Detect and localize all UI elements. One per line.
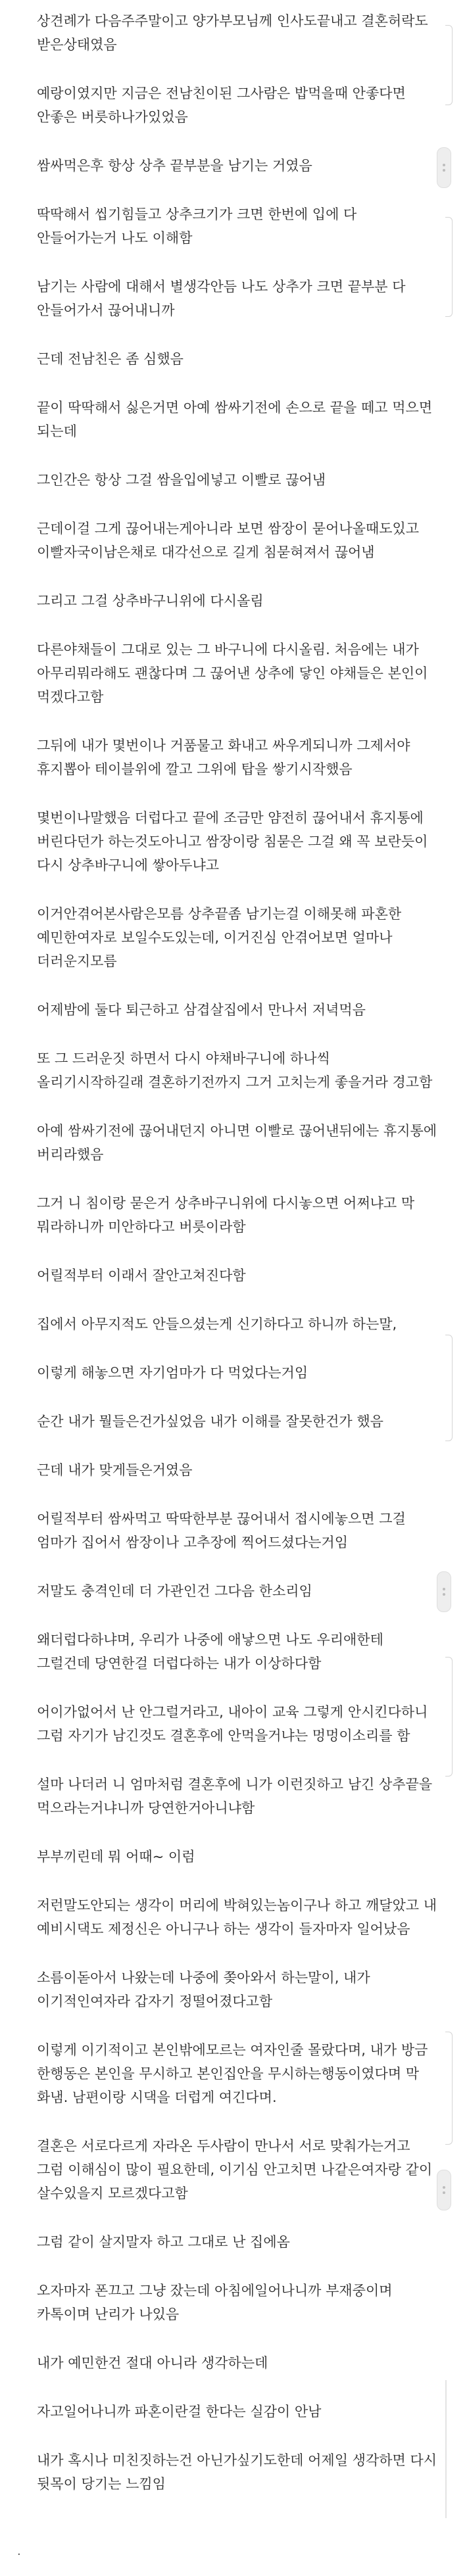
post-paragraph: 이렇게 이기적이고 본인밖에모르는 여자인줄 몰랐다며, 내가 방금 한행동은 본인을 무시하고 본인집안을 무시하는행동이였다며 막 화냄. 남편이랑 시댁을 더럽게 여긴다며. — [37, 2042, 433, 2105]
post-paragraph: 이거안겪어본사람은모름 상추끝좀 남기는걸 이해못해 파혼한 예민한여자로 보일수도있는데, 이거진심 안겪어보면 얼마나 더러운지모름 — [37, 906, 406, 969]
scroll-bracket — [445, 1657, 453, 1777]
post-paragraph: 근데 내가 맞게들은거였음 — [37, 1462, 193, 1478]
post-paragraph: 오자마자 폰끄고 그냥 잤는데 아침에일어나니까 부재중이며 카톡이며 난리가 나있음 — [37, 2283, 397, 2322]
post-paragraph: 집에서 아무지적도 안들으셨는게 신기하다고 하니까 하는말, — [37, 1316, 397, 1332]
post-paragraph: 내가 예민한건 절대 아니라 생각하는데 — [37, 2355, 268, 2371]
scroll-bracket — [445, 1335, 453, 1441]
post-body — [37, 9, 441, 2521]
post-paragraph: 예랑이였지만 지금은 전남친이된 그사람은 밥먹을때 안좋다면 안좋은 버릇하나가있었음 — [37, 85, 410, 125]
post-paragraph: 이렇게 해놓으면 자기엄마가 다 먹었다는거임 — [37, 1365, 308, 1381]
post-paragraph: 그뒤에 내가 몇번이나 거품물고 화내고 싸우게되니까 그제서야 휴지뽑아 테이블위에 깔고 그위에 탑을 쌓기시작했음 — [37, 738, 415, 777]
scroll-bracket — [445, 217, 453, 317]
footer-dot: . — [17, 2544, 21, 2558]
post-paragraph: 어이가없어서 난 안그럴거라고, 내아이 교육 그렇게 안시킨다하니 그럼 자기가 남긴것도 결혼후에 안먹을거냐는 멍멍이소리를 함 — [37, 1704, 433, 1744]
post-paragraph: 왜더럽다하냐며, 우리가 나중에 애낳으면 나도 우리애한테 그럴건데 당연한걸 더럽다하는 내가 이상하다함 — [37, 1632, 388, 1671]
post-paragraph: 어릴적부터 쌈싸먹고 딱딱한부분 끊어내서 접시에놓으면 그걸 엄마가 집어서 쌈장이나 고추장에 찍어드셨다는거임 — [37, 1511, 410, 1550]
post-paragraph: 자고일어나니까 파혼이란걸 한다는 실감이 안남 — [37, 2404, 322, 2420]
post-paragraph: 결혼은 서로다르게 자라온 두사람이 만나서 서로 맞춰가는거고 그럼 이해심이 많이 필요한데, 이기심 안고치면 나같은여자랑 같이 살수있을지 모르겠다고함 — [37, 2138, 437, 2201]
post-paragraph: 끝이 딱딱해서 싫은거면 아예 쌈싸기전에 손으로 끝을 떼고 먹으면 되는데 — [37, 400, 437, 439]
post-paragraph: 다른야채들이 그대로 있는 그 바구니에 다시올림. 처음에는 내가 아무리뭐라해도 괜찮다며 그 끊어낸 상추에 닿인 야채들은 본인이 먹겠다고함 — [37, 642, 433, 705]
post-paragraph: 근데이걸 그게 끊어내는게아니라 보면 쌈장이 묻어나올때도있고 이빨자국이남은채로 대각선으로 길게 침묻혀져서 끊어냄 — [37, 521, 424, 560]
post-paragraph: 저런말도안되는 생각이 머리에 박혀있는놈이구나 하고 깨달았고 내 예비시댁도 제정신은 아니구나 하는 생각이 들자마자 일어났음 — [37, 1897, 441, 1937]
scroll-track — [445, 2380, 447, 2518]
post-paragraph: 설마 나더러 니 엄마처럼 결혼후에 니가 이런짓하고 남긴 상추끝을 먹으라는거냐니까 당연한거아니냐함 — [37, 1777, 437, 1816]
post-paragraph: 상견례가 다음주주말이고 양가부모님께 인사도끝내고 결혼허락도 받은상태였음 — [37, 13, 433, 53]
scroll-bracket — [445, 2032, 453, 2145]
scroll-handle[interactable] — [437, 1571, 451, 1612]
post-paragraph: 그거 니 침이랑 묻은거 상추바구니위에 다시놓으면 어쩌냐고 막 뭐라하니까 미안하다고 버릇이라함 — [37, 1195, 419, 1235]
post-paragraph: 그인간은 항상 그걸 쌈을입에넣고 이빨로 끊어냄 — [37, 472, 326, 488]
post-paragraph: 내가 혹시나 미친짓하는건 아닌가싶기도한데 어제일 생각하면 다시 뒷목이 당기는 느낌임 — [37, 2452, 441, 2492]
post-paragraph: 쌈싸먹은후 항상 상추 끝부분을 남기는 거였음 — [37, 158, 312, 174]
post-paragraph: 그럼 같이 살지말자 하고 그대로 난 집에옴 — [37, 2234, 290, 2250]
scroll-handle[interactable] — [437, 147, 451, 188]
post-paragraph: 저말도 충격인데 더 가관인건 그다음 한소리임 — [37, 1583, 312, 1599]
post-paragraph: 부부끼린데 뭐 어때~ 이럼 — [37, 1849, 195, 1865]
post-paragraph: 어제밤에 둘다 퇴근하고 삼겹살집에서 만나서 저녁먹음 — [37, 1002, 366, 1018]
post-paragraph: 어릴적부터 이래서 잘안고쳐진다함 — [37, 1268, 246, 1283]
scroll-bracket — [445, 25, 453, 105]
post-paragraph: 순간 내가 뭘들은건가싶었음 내가 이해를 잘못한건가 했음 — [37, 1414, 383, 1429]
post-paragraph: 몇번이나말했음 더럽다고 끝에 조금만 얌전히 끊어내서 휴지통에 버린다던가 하는것도아니고 쌈장이랑 침묻은 그걸 왜 꼭 보란듯이 다시 상추바구니에 쌓아두냐고 — [37, 810, 433, 873]
post-paragraph: 그리고 그걸 상추바구니위에 다시올림 — [37, 593, 264, 609]
post-paragraph: 또 그 드러운짓 하면서 다시 야채바구니에 하나씩 올리기시작하길래 결혼하기전까지 그거 고치는게 좋을거라 경고함 — [37, 1051, 433, 1090]
post-paragraph: 소름이돋아서 나왔는데 나중에 쫒아와서 하는말이, 내가 이기적인여자라 갑자기 정떨어졌다고함 — [37, 1970, 375, 2009]
scroll-handle[interactable] — [437, 2170, 451, 2210]
post-paragraph: 딱딱해서 씹기힘들고 상추크기가 크면 한번에 입에 다 안들어가는거 나도 이해함 — [37, 206, 362, 246]
post-paragraph: 아예 쌈싸기전에 끊어내던지 아니면 이빨로 끊어낸뒤에는 휴지통에 버리라했음 — [37, 1123, 441, 1162]
post-paragraph: 근데 전남친은 좀 심했음 — [37, 351, 184, 367]
post-paragraph: 남기는 사람에 대해서 별생각안듬 나도 상추가 크면 끝부분 다 안들어가서 끊어내니까 — [37, 279, 410, 318]
